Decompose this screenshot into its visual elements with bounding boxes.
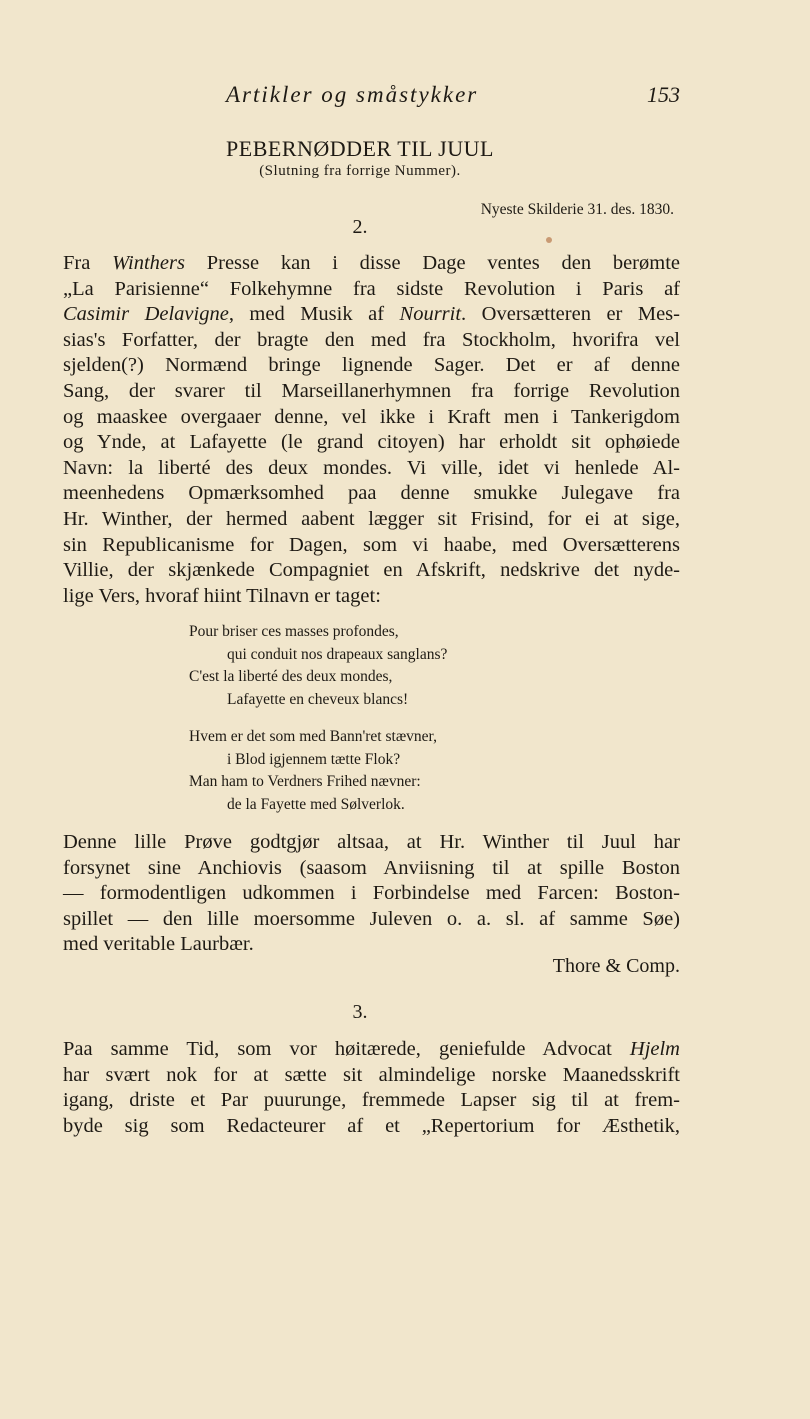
text-line: Casimir Delavigne, med Musik af Nourrit. Oversætteren er Mes- bbox=[63, 303, 680, 326]
verse-line: Lafayette en cheveux blancs! bbox=[227, 690, 409, 708]
text-line: igang, driste et Par puurunge, fremmede Lapser sig til at frem- bbox=[63, 1089, 680, 1112]
verse-line: qui conduit nos drapeaux sanglans? bbox=[227, 645, 448, 663]
text-line: og maaskee overgaaer denne, vel ikke i Kraft men i Tankerigdom bbox=[63, 405, 680, 428]
text-line: — formodentligen udkommen i Forbindelse med Farcen: Boston- bbox=[63, 882, 680, 905]
text-line: Villie, der skjænkede Compagniet en Afskrift, nedskrive det nyde- bbox=[63, 559, 680, 582]
verse-line: C'est la liberté des deux mondes, bbox=[189, 668, 393, 685]
text-line: har svært nok for at sætte sit almindelige norske Maanedsskrift bbox=[63, 1063, 680, 1086]
text-line: og Ynde, at Lafayette (le grand citoyen) har erholdt sit ophøiede bbox=[63, 431, 680, 454]
verse-stanza-french bbox=[189, 621, 549, 711]
section-number-2: 2. bbox=[352, 216, 368, 238]
section-number-3: 3. bbox=[352, 1001, 368, 1023]
paragraph-section-3 bbox=[63, 1037, 680, 1139]
ink-speck bbox=[546, 237, 552, 243]
verse-line: de la Fayette med Sølverlok. bbox=[227, 795, 405, 813]
text-line: meenhedens Opmærksomhed paa denne smukke Julegave fra bbox=[63, 482, 680, 505]
running-head-title: Artikler og småstykker bbox=[226, 82, 479, 107]
text-line: Sang, der svarer til Marseillanerhymnen fra forrige Revolution bbox=[63, 379, 680, 402]
text-line: Fra Winthers Presse kan i disse Dage ventes den berømte bbox=[63, 252, 680, 274]
text-line: Denne lille Prøve godtgjør altsaa, at Hr. Winther til Juul har bbox=[63, 831, 680, 853]
verse-line: i Blod igjennem tætte Flok? bbox=[227, 750, 401, 768]
verse-line: Man ham to Verdners Frihed nævner: bbox=[189, 773, 421, 790]
text-line: forsynet sine Anchiovis (saasom Anviisning til at spille Boston bbox=[63, 856, 680, 879]
text-line: sin Republicanisme for Dagen, som vi haabe, med Oversætterens bbox=[63, 533, 680, 556]
verse-stanza-norwegian bbox=[189, 726, 549, 816]
text-line: byde sig som Redacteurer af et „Repertorium for Æsthetik, bbox=[63, 1114, 680, 1137]
running-head bbox=[60, 82, 680, 112]
source-line: Nyeste Skilderie 31. des. 1830. bbox=[480, 201, 674, 218]
article-title: PEBERNØDDER TIL JUUL bbox=[226, 136, 494, 161]
text-line: Paa samme Tid, som vor høitærede, geniefulde Advocat Hjelm bbox=[63, 1038, 680, 1060]
article-subtitle: (Slutning fra forrige Nummer). bbox=[259, 163, 461, 179]
text-line: spillet — den lille moersomme Juleven o. a. sl. af samme Søe) bbox=[63, 907, 680, 930]
text-line: „La Parisienne“ Folkehymne fra sidste Revolution i Paris af bbox=[63, 277, 680, 300]
paragraph-closing bbox=[63, 830, 680, 958]
text-line: lige Vers, hvoraf hiint Tilnavn er taget: bbox=[63, 584, 381, 607]
text-line: sjelden(?) Normænd bringe lignende Sager. Det er af denne bbox=[63, 354, 680, 377]
text-line: Navn: la liberté des deux mondes. Vi ville, idet vi henlede Al- bbox=[63, 456, 680, 479]
text-line: sias's Forfatter, der bragte den med fra Stockholm, hvorifra vel bbox=[63, 328, 680, 351]
text-line: med veritable Laurbær. bbox=[63, 933, 254, 956]
verse-line: Hvem er det som med Bann'ret stævner, bbox=[189, 728, 437, 745]
page-number: 153 bbox=[647, 82, 680, 107]
paragraph-section-2 bbox=[63, 251, 680, 609]
verse-line: Pour briser ces masses profondes, bbox=[189, 623, 399, 640]
text-line: Hr. Winther, der hermed aabent lægger sit Frisind, for ei at sige, bbox=[63, 507, 680, 530]
signature: Thore & Comp. bbox=[552, 955, 680, 977]
